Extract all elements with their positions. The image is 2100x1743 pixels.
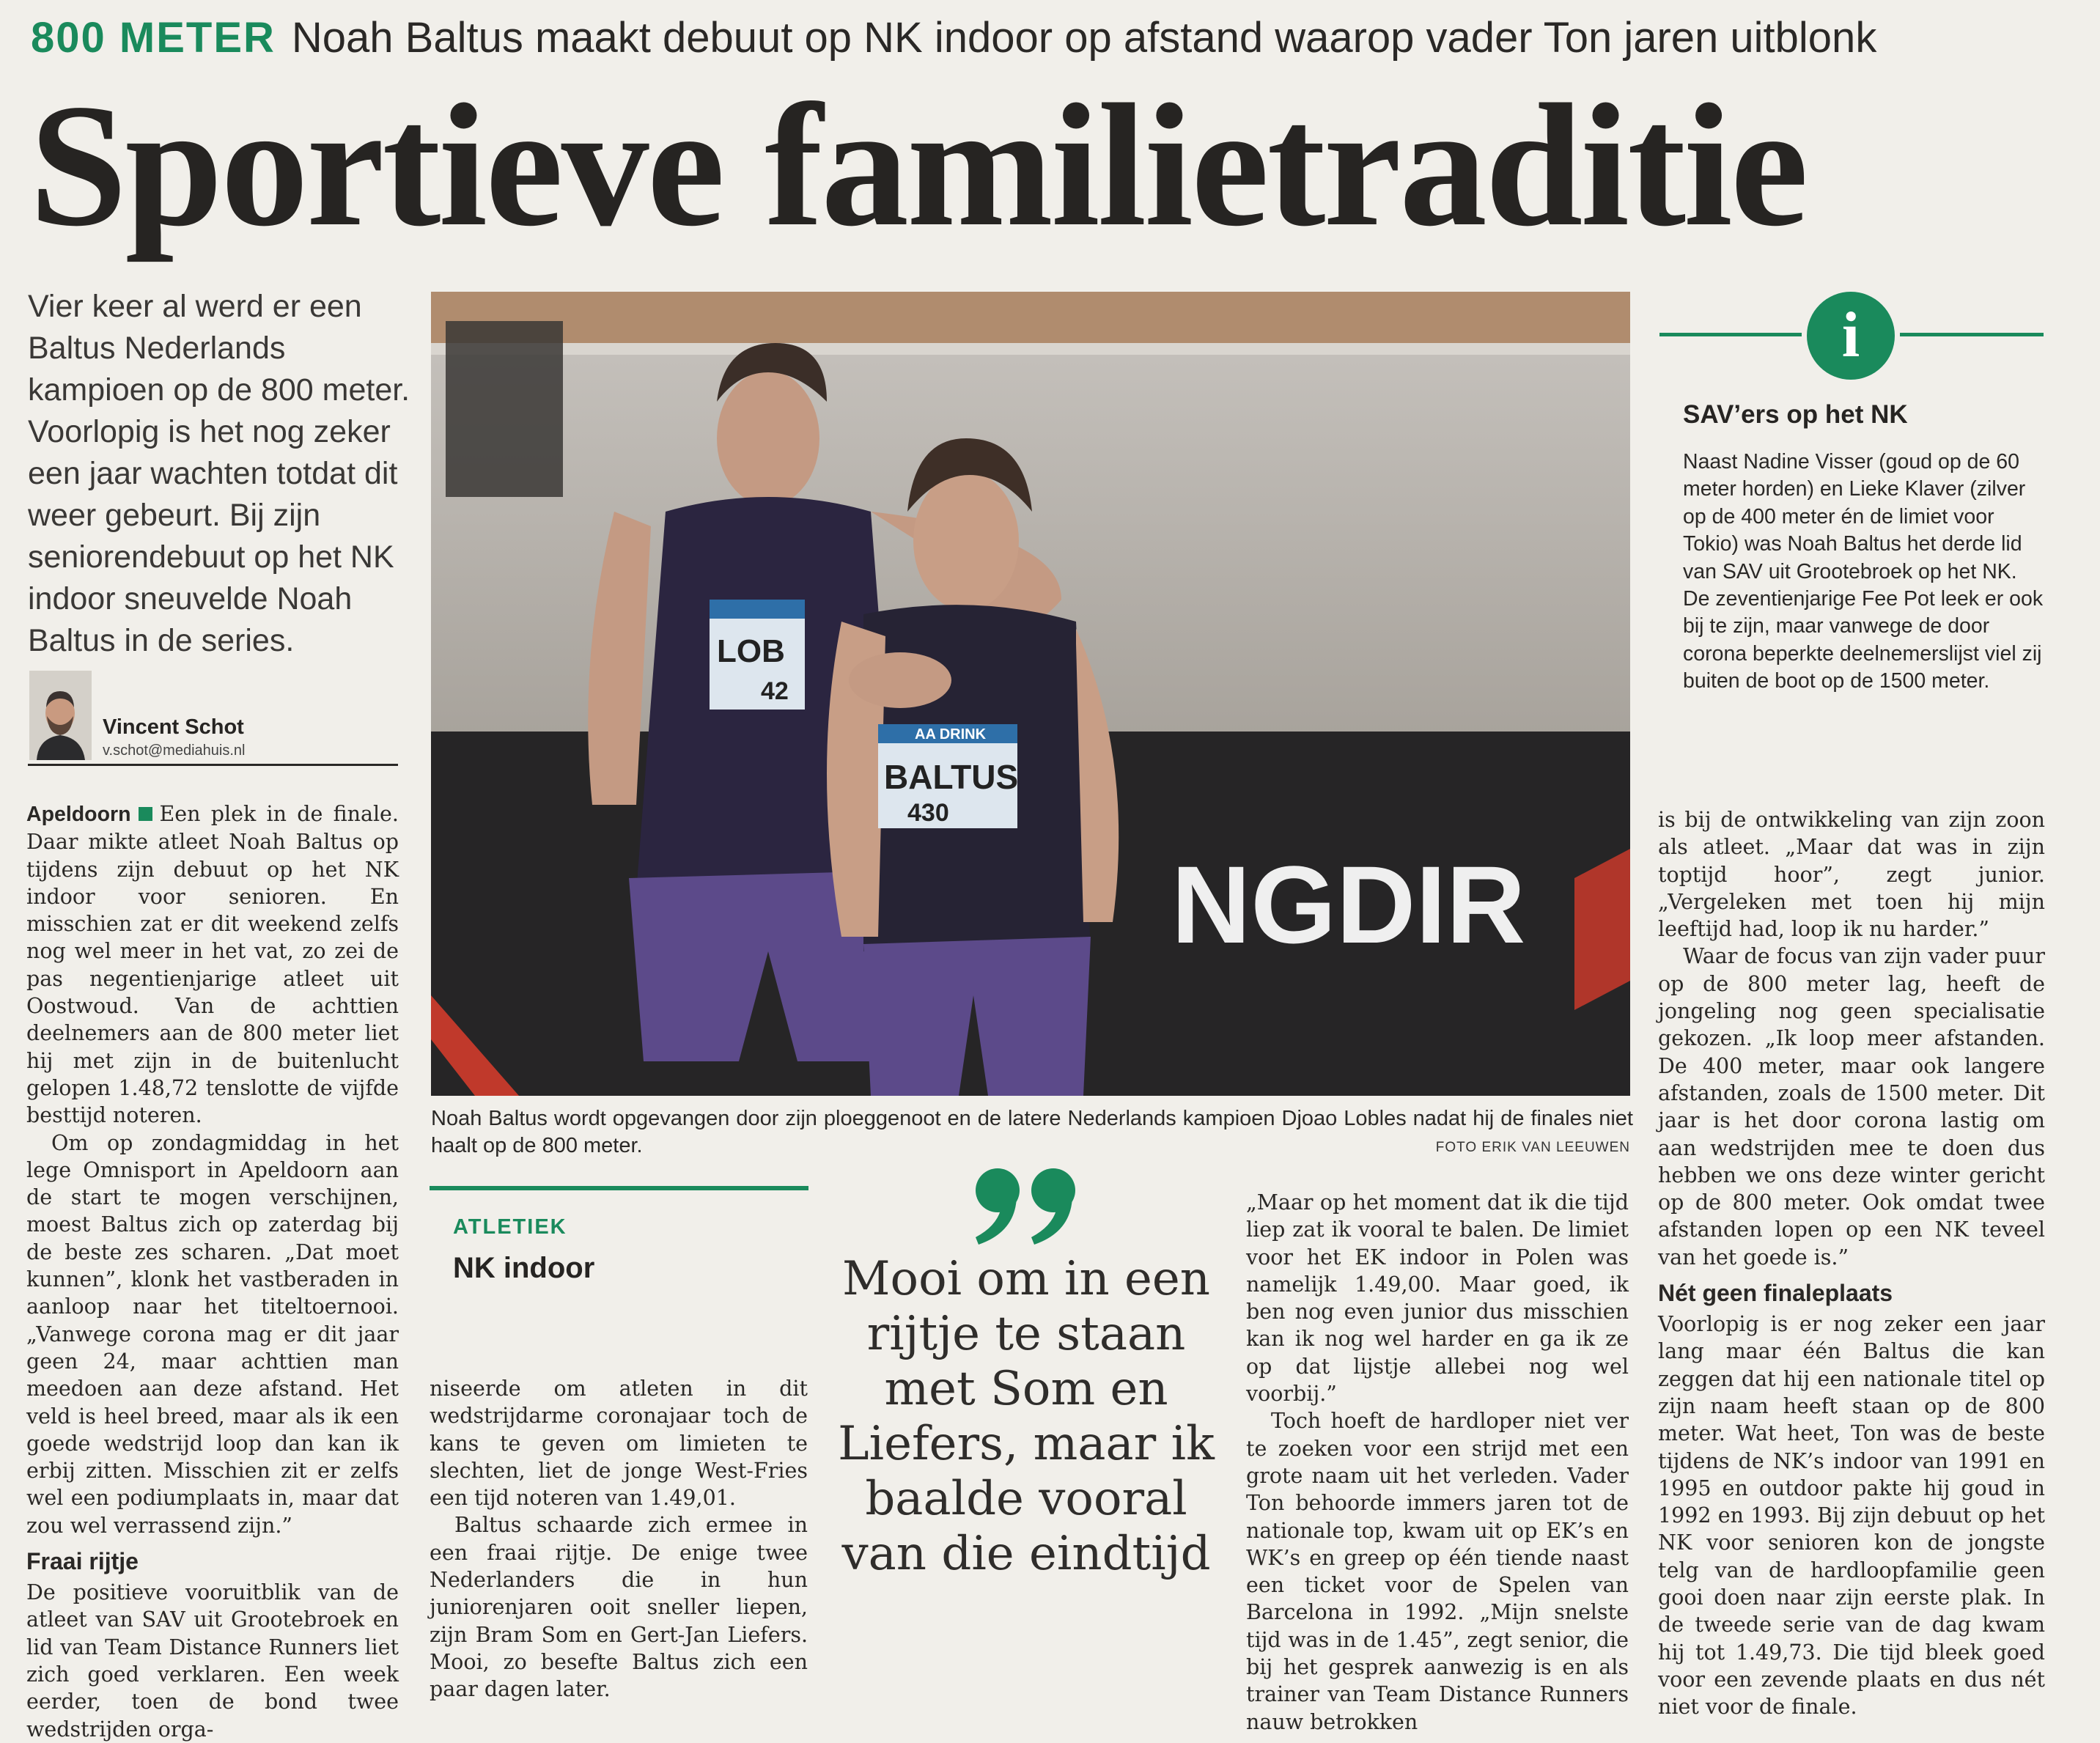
article-paragraph: De positieve vooruitblik van de atleet van SAV uit Grootebroek en lid van Team Distance Runners liet zich goed verklaren. Een week eerder, toen de bond twee wedstrijden orga-: [26, 1580, 399, 1742]
byline-divider: [28, 764, 398, 766]
box-divider: [430, 1186, 808, 1190]
photo-caption: Noah Baltus wordt opgevangen door zijn ploeggenoot en de latere Nederlands kampioen Djoao Lobles nadat hij de finales niet haalt op de 800 meter.: [431, 1107, 1633, 1157]
article-paragraph: Baltus schaarde zich ermee in een fraai rijtje. De enige twee Nederlanders die in hun juniorenjaren ooit sneller liepen, zijn Bram Som en Gert-Jan Liefers. Mooi, zo besefte Baltus zich een paar dagen later.: [430, 1513, 808, 1702]
info-text: Naast Nadine Visser (goud op de 60 meter horden) en Lieke Klaver (zilver op de 400 meter én de limiet voor Tokio) was Noah Baltus het derde lid van SAV uit Grootebroek op het NK. De zeventienjarige Fee Pot leek er ook bij te zijn, maar vanwege de door corona beperkte deelnemerslijst viel zij buiten de boot op de 1500 meter.: [1683, 450, 2044, 693]
info-divider-right: [1900, 333, 2044, 336]
article-paragraph: Toch hoeft de hardloper niet ver te zoeken voor een strijd met een grote naam uit het verleden. Vader Ton behoorde immers jaren tot de nationale top, kwam uit op EK’s en WK’s en greep op één tiende naast een ticket voor de Spelen van Barcelona in 1992. „Mijn snelste tijd was in de 1.45”, zegt senior, die bij het gesprek aanwezig is en als trainer van Team Distance Runners nauw betrokken: [1246, 1409, 1629, 1734]
info-icon: i: [1807, 292, 1895, 380]
article-column-2: [430, 1375, 808, 1703]
headline: Sportieve familietraditie: [29, 67, 1807, 262]
kicker-text: Noah Baltus maakt debuut op NK indoor op afstand waarop vader Ton jaren uitblonk: [291, 14, 1877, 62]
subheading: Nét geen finaleplaats: [1658, 1280, 1893, 1307]
article-paragraph: „Maar op het moment dat ik die tijd liep zat ik vooral te balen. De limiet voor het EK indoor in Polen was namelijk 1.49,00. Maar goed, ik ben nog even junior dus misschien kan ik nog wel harder en ga ik ze op dat lijstje allebei nog wel voorbij.”: [1246, 1190, 1629, 1407]
article-column-1: [26, 800, 399, 1743]
box-label: ATLETIEK: [453, 1215, 567, 1239]
article-paragraph: Voorlopig is er nog zeker een jaar lang maar één Baltus die kan zeggen dat hij een nationale titel op zijn naam heeft staan op de 800 meter. Wat heet, Ton was de beste tijdens de NK’s indoor van 1991 en 1995 en outdoor pakte hij goud in 1992 en 1993. Bij zijn debuut op het NK voor senioren kon de jongste telg van de hardloopfamilie geen gooi doen naar zijn eerste plak. In de tweede serie van de dag kwam hij tot 1.49,73. Die tijd bleek goed voor een zevende plaats en dus nét niet voor de finale.: [1658, 1312, 2045, 1720]
photo-bib-sponsor: AA DRINK: [915, 726, 987, 742]
author-avatar: [29, 671, 92, 760]
box-title: NK indoor: [453, 1252, 595, 1284]
paragraph-text: Een plek in de finale. Daar mikte atleet Noah Baltus op tijdens zijn debuut op het NK indoor voor senioren. En misschien zat er dit weekend zelfs nog wel meer in het vat, zo zei de pas negentienjarige atleet uit Oostwoud. Van de achttien deelnemers aan de 800 meter liet hij met zijn in de buitenlucht gelopen 1.48,72 tenslotte de vijfde besttijd noteren.: [26, 802, 399, 1128]
quote-mark-icon: [971, 1165, 1081, 1246]
article-column-3: [1246, 1189, 1629, 1736]
kicker: [31, 10, 2068, 66]
author-name: Vincent Schot: [103, 715, 244, 739]
subheading: Fraai rijtje: [26, 1548, 139, 1575]
article-photo: [431, 292, 1630, 1096]
article-paragraph: [26, 800, 399, 1130]
article-paragraph: niseerde om atleten in dit wedstrijdarme coronajaar toch de kans te geven om limieten te slechten, liet de jonge West-Fries een tijd noteren van 1.49,01.: [430, 1377, 808, 1511]
article-paragraph: is bij de ontwikkeling van zijn zoon als atleet. „Maar dat was in zijn toptijd hoor”, zegt junior. „Vergeleken met toen hij mijn leeftijd had, loop ik nu harder.”: [1658, 808, 2045, 942]
info-divider-left: [1659, 333, 1802, 336]
info-title: SAV’ers op het NK: [1683, 400, 1908, 429]
author-email[interactable]: v.schot@mediahuis.nl: [103, 742, 246, 759]
photo-bib-front-number: 430: [907, 799, 949, 827]
photo-credit: FOTO ERIK VAN LEEUWEN: [1435, 1140, 1630, 1155]
photo-bib-back-number: 42: [761, 677, 789, 705]
photo-banner-text: NGDIR: [1171, 843, 1526, 966]
section-tag: 800 METER: [31, 14, 276, 62]
article-paragraph: Waar de focus van zijn vader puur op de 800 meter lag, heeft de jongeling nog geen specialisatie gekozen. „Ik loop meer afstanden. De 400 meter, maar ook langere afstanden, zoals de 1500 meter. Dit jaar is het door corona lastig om aan wedstrijden mee te doen dus hebben we ons deze winter gericht op de 800 meter. Ook omdat twee afstanden lopen op een NK teveel van het goede is.”: [1658, 944, 2045, 1270]
article-paragraph: Om op zondagmiddag in het lege Omnisport in Apeldoorn aan de start te mogen verschijnen, moest Baltus zich op zaterdag bij de beste zes scharen. „Dat moet kunnen”, klonk het vastberaden in aanloop naar het titeltoernooi. „Vanwege corona mag er dit jaar geen 24, maar achttien man meedoen aan deze afstand. Het veld is heel breed, maar als ik een goede wedstrijd loop dan kan ik erbij zitten. Misschien zit er zelfs wel een podiumplaats in, maar dat zou wel verrassend zijn.”: [26, 1130, 399, 1538]
article-column-4: [1658, 806, 2045, 1721]
photo-bib-front-name: BALTUS: [884, 758, 1019, 796]
photo-bib-back-name: LOB: [717, 633, 785, 669]
intro-paragraph: Vier keer al werd er een Baltus Nederlands kampioen op de 800 meter. Voorlopig is het nog zeker een jaar wachten totdat dit weer gebeurt. Bij zijn seniorendebuut op het NK indoor sneuvelde Noah Baltus in de series.: [28, 289, 410, 658]
dateline-square-icon: [139, 807, 152, 821]
dateline: Apeldoorn: [26, 803, 131, 826]
pull-quote: Mooi om in een rijtje te staan met Som en Liefers, maar ik baalde vooral van die eindtijd: [838, 1252, 1215, 1581]
